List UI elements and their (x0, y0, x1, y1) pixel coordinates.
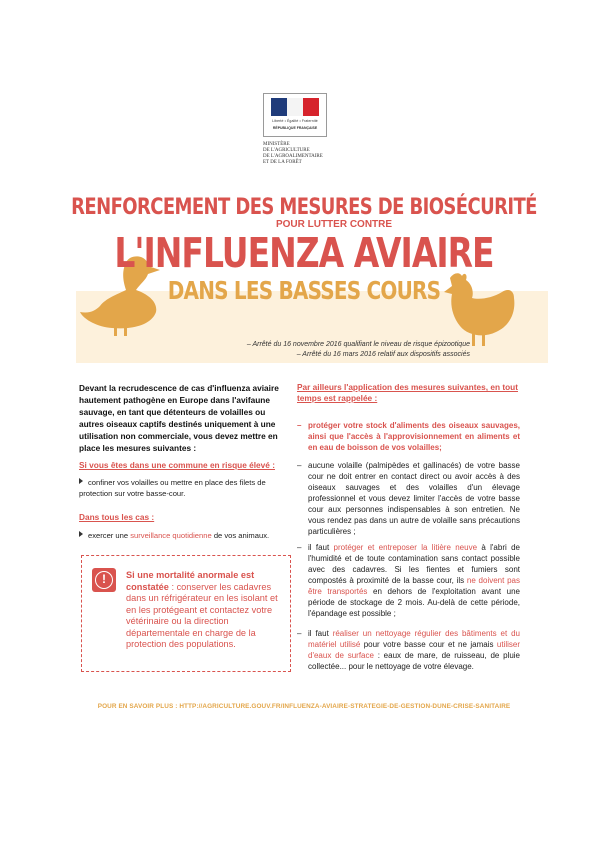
bullet-arrow-icon (79, 531, 83, 537)
dash-icon: – (297, 421, 302, 430)
measure-text: : eaux de mare, de ruisseau, de pluie collectée... pour le nettoyage de votre élevage. (308, 651, 520, 671)
title-main: L'INFLUENZA AVIAIRE (114, 228, 494, 277)
reference-line: – Arrêté du 16 novembre 2016 qualifiant le niveau de risque épizootique (246, 341, 470, 348)
bullet-text: confiner vos volailles ou mettre en place des filets de protection sur votre basse-cour. (79, 478, 266, 498)
bullet-confine (79, 477, 294, 499)
bullet-arrow-icon (79, 478, 83, 484)
section-high-risk-title: Si vous êtes dans une commune en risque élevé : (79, 460, 275, 470)
footer-link[interactable]: POUR EN SAVOIR PLUS : HTTP://AGRICULTURE.GOUV.FR/INFLUENZA-AVIAIRE-STRATEGIE-DE-GESTION-DUNE-CRISE-SANITAIRE (97, 703, 511, 710)
measure-item-litter (297, 542, 521, 619)
right-heading: Par ailleurs l'application des mesures suivantes, en tout temps est rappelée : (297, 382, 518, 403)
measure-text-em: protéger et entreposer la litière neuve (333, 543, 478, 552)
measure-text: protéger votre stock d'aliments des oiseaux sauvages, ainsi que l'accès à l'approvisionnement en aliments et en eau de boisson de vos volailles; (308, 421, 520, 452)
title-line-1: RENFORCEMENT DES MESURES DE BIOSÉCURITÉ (71, 194, 537, 221)
measure-text: pour votre basse cour et ne jamais (360, 640, 497, 649)
measure-text: il faut (308, 629, 333, 638)
intro-paragraph: Devant la recrudescence de cas d'influenza aviaire hautement pathogène en Europe dans l'avifaune sauvage, en tant que détenteurs de volailles ou autres oiseaux captifs destinés uniquement à une utilisation non commerciale, vous devez mettre en place les mesures suivantes : (79, 383, 279, 453)
bullet-surveillance (79, 530, 294, 541)
ministry-line: MINISTÈRE (263, 142, 290, 147)
warning-icon: ! (92, 568, 116, 592)
ministry-line: ET DE LA FORÊT (263, 160, 302, 165)
ministry-name (263, 142, 343, 166)
measure-text: à l'abri de l'humidité et de toute contamination sans contact possible avec des cadavres. Si les fientes et fumiers sont compostés à proximité de la basse cour, ils (308, 543, 520, 585)
measure-text-em: réaliser un nettoyage régulier des bâtiments et du matériel utilisé (308, 629, 521, 649)
french-flag-icon (271, 98, 319, 116)
measure-text: en dehors de l'exploitation avant une période de stockage de 2 mois. Au-delà de cette période, l'épandage est possible ; (308, 587, 521, 618)
alert-bold: Si une mortalité anormale est constatée (126, 570, 255, 592)
alert-rest: : conserver les cadavres dans un réfrigérateur en les isolant et en les protégeant et contactez votre vétérinaire ou la direction départementale en charge de la protection des populations. (126, 581, 278, 649)
ministry-logo (263, 93, 327, 137)
bullet-text-em: surveillance quotidienne (130, 531, 212, 540)
logo-motto: Liberté • Égalité • Fraternité (272, 119, 318, 123)
measure-text-em: utiliser d'eaux de surface (308, 640, 520, 660)
title-line-4: DANS LES BASSES COURS (167, 275, 441, 305)
section-all-cases-title: Dans tous les cas : (79, 512, 155, 522)
bullet-text-pre: exercer une (88, 531, 131, 540)
dash-icon: – (297, 629, 302, 638)
title-line-2: POUR LUTTER CONTRE (275, 219, 393, 230)
ministry-line: DE L'AGRICULTURE (263, 148, 310, 153)
mortality-alert-box (81, 555, 291, 672)
measure-item-contact (297, 460, 520, 537)
measure-text: il faut (308, 543, 334, 552)
dash-icon: – (297, 543, 302, 552)
logo-republic: RÉPUBLIQUE FRANÇAISE (272, 126, 318, 130)
measure-item-cleaning (297, 628, 521, 672)
reference-line: – Arrêté du 16 mars 2016 relatif aux dispositifs associés (296, 351, 470, 358)
bullet-text-post: de vos animaux. (211, 531, 270, 540)
ministry-line: DE L'AGROALIMENTAIRE (263, 154, 323, 159)
dash-icon: – (297, 461, 302, 470)
legal-references (160, 340, 470, 360)
measure-text-em: ne doivent pas être transportés (308, 576, 520, 596)
measure-item-feed (297, 420, 520, 453)
alert-text (126, 570, 288, 651)
measure-text: aucune volaille (palmipèdes et gallinacés) de votre basse cour ne doit entrer en contact direct ou avoir accès à des oiseaux sauvages et des volailles d'un élevage professionnel et vous devez limiter l'accès de votre basse cour aux personnes indispensables à son entretien. Ne vous rendez pas dans un autre de volaille sans précautions particulières ; (308, 461, 520, 536)
